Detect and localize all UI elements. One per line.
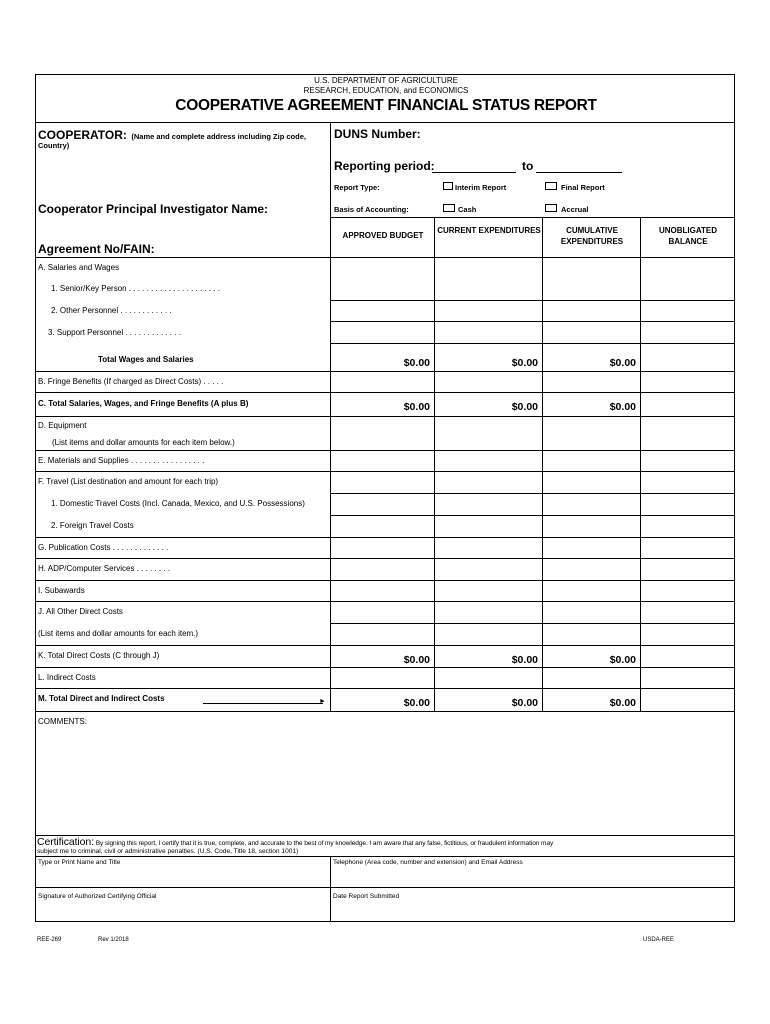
total-k-current: $0.00	[511, 654, 538, 666]
accrual-checkbox[interactable]	[545, 204, 557, 212]
signature-field[interactable]	[38, 903, 328, 919]
unobligated-balance-header: UNOBLIGATED BALANCE	[658, 226, 718, 246]
row-f-label: F. Travel (List destination and amount for each trip)	[38, 477, 219, 486]
row-line	[36, 450, 734, 451]
reporting-period-label: Reporting period:	[334, 159, 435, 173]
reporting-period-start-field[interactable]	[432, 172, 516, 173]
total-k-approved: $0.00	[403, 654, 430, 666]
cash-label: Cash	[458, 205, 477, 214]
pi-label: Cooperator Principal Investigator Name:	[38, 202, 269, 216]
row-line	[36, 371, 734, 372]
cooperator-label-row	[38, 126, 306, 144]
final-report-checkbox[interactable]	[545, 182, 557, 190]
agency-line-2: RESEARCH, EDUCATION, and ECONOMICS	[303, 86, 469, 95]
date-submitted-label: Date Report Submitted	[333, 893, 400, 900]
comments-label: COMMENTS:	[38, 717, 87, 726]
row-line	[330, 623, 734, 624]
form-revision: Rev 1/2018	[98, 937, 129, 943]
row-a1-label: 1. Senior/Key Person . . . . . . . . . . . . . . . . . . . . .	[51, 284, 220, 293]
total-c-approved: $0.00	[403, 401, 430, 413]
financial-status-report-form	[35, 74, 735, 922]
row-a2-label: 2. Other Personnel . . . . . . . . . . . .	[51, 306, 172, 315]
column-header-top-line	[330, 217, 734, 218]
signature-top-line	[36, 856, 734, 857]
col-divider-2	[434, 217, 435, 711]
form-id: REE-269	[37, 937, 62, 943]
cooperator-note: (Name and complete address including Zip code,	[131, 132, 306, 141]
col-divider-4	[640, 217, 641, 711]
row-line	[36, 688, 734, 689]
row-line	[36, 711, 734, 712]
final-report-label: Final Report	[561, 183, 605, 192]
interim-report-checkbox[interactable]	[443, 182, 453, 190]
total-c-current: $0.00	[511, 401, 538, 413]
row-line	[36, 580, 734, 581]
row-l-label: L. Indirect Costs	[38, 673, 96, 682]
row-line	[36, 667, 734, 668]
reporting-period-end-field[interactable]	[536, 172, 622, 173]
signature-vertical-divider	[330, 856, 331, 922]
row-d-label: D. Equipment	[38, 421, 87, 430]
certification-text-1: By signing this report, I certify that it is true, complete, and accurate to the best of my knowledge. I am aware that any false, fictitious, or fraudulent information may	[93, 840, 554, 847]
row-line	[330, 343, 734, 344]
agency-line-1: U.S. DEPARTMENT OF AGRICULTURE	[314, 76, 458, 85]
approved-budget-header: APPROVED BUDGET	[342, 231, 424, 240]
signature-mid-line	[36, 887, 734, 888]
row-line	[330, 493, 734, 494]
row-line	[36, 416, 734, 417]
total-wages-cumulative: $0.00	[609, 357, 636, 369]
row-f2-label: 2. Foreign Travel Costs	[51, 521, 134, 530]
row-j-note: (List items and dollar amounts for each item.)	[38, 629, 199, 638]
row-i-label: I. Subawards	[38, 586, 85, 595]
row-m-arrow-line	[203, 703, 323, 704]
certification-text-2: subject me to criminal, civil or administrative penalties. (U.S. Code, Title 18, section 1001)	[37, 848, 299, 855]
total-c-cumulative: $0.00	[609, 401, 636, 413]
row-e-label: E. Materials and Supplies . . . . . . . . . . . . . . . . .	[38, 456, 205, 465]
row-b-label: B. Fringe Benefits (If charged as Direct Costs) . . . . .	[38, 377, 224, 386]
arrow-right-icon: ►	[319, 698, 326, 705]
total-k-cumulative: $0.00	[609, 654, 636, 666]
certification-label: Certification:	[37, 836, 94, 848]
row-h-label: H. ADP/Computer Services . . . . . . . .	[38, 564, 171, 573]
header-divider	[36, 122, 734, 123]
comments-field[interactable]	[38, 729, 732, 833]
row-line	[36, 601, 734, 602]
cash-checkbox[interactable]	[443, 204, 455, 212]
row-j-label: J. All Other Direct Costs	[38, 607, 123, 616]
row-d-note: (List items and dollar amounts for each item below.)	[52, 438, 235, 447]
name-title-field[interactable]	[38, 869, 328, 885]
col-divider-1	[330, 217, 331, 711]
name-title-label: Type or Print Name and Title	[38, 859, 121, 866]
total-m-cumulative: $0.00	[609, 697, 636, 709]
row-line	[36, 645, 734, 646]
row-a-label: A. Salaries and Wages	[38, 263, 120, 272]
row-f1-label: 1. Domestic Travel Costs (Incl. Canada, Mexico, and U.S. Possessions)	[51, 499, 305, 508]
total-wages-label: Total Wages and Salaries	[98, 355, 194, 364]
signature-label: Signature of Authorized Certifying Official	[38, 893, 157, 900]
row-a3-label: 3. Support Personnel . . . . . . . . . . . . .	[48, 328, 181, 337]
cooperator-note-2: Country)	[38, 141, 70, 150]
page-title: COOPERATIVE AGREEMENT FINANCIAL STATUS REPORT	[175, 97, 597, 114]
date-submitted-field[interactable]	[333, 903, 731, 919]
row-line	[36, 471, 734, 472]
telephone-field[interactable]	[333, 869, 731, 885]
total-m-current: $0.00	[511, 697, 538, 709]
row-m-label: M. Total Direct and Indirect Costs	[38, 694, 165, 703]
agreement-label: Agreement No/FAIN:	[38, 242, 155, 256]
row-c-label: C. Total Salaries, Wages, and Fringe Benefits (A plus B)	[38, 399, 249, 408]
row-line	[330, 321, 734, 322]
row-line	[36, 257, 734, 258]
total-m-approved: $0.00	[403, 697, 430, 709]
row-line	[36, 537, 734, 538]
row-g-label: G. Publication Costs . . . . . . . . . . . . .	[38, 543, 169, 552]
row-k-label: K. Total Direct Costs (C through J)	[38, 651, 160, 660]
cooperator-label: COOPERATOR:	[38, 128, 127, 142]
total-wages-current: $0.00	[511, 357, 538, 369]
current-expenditures-header: CURRENT EXPENDITURES	[437, 226, 541, 235]
total-wages-approved: $0.00	[403, 357, 430, 369]
interim-report-label: Interim Report	[455, 183, 507, 192]
cumulative-expenditures-header: CUMULATIVE EXPENDITURES	[560, 226, 624, 246]
duns-label: DUNS Number:	[334, 127, 421, 141]
accrual-label: Accrual	[561, 205, 589, 214]
basis-label: Basis of Accounting:	[334, 205, 409, 214]
certification-line-1	[37, 836, 553, 848]
row-line	[330, 300, 734, 301]
row-line	[36, 558, 734, 559]
col-divider-3	[542, 217, 543, 711]
row-line	[330, 515, 734, 516]
row-line	[36, 392, 734, 393]
telephone-label: Telephone (Area code, number and extension) and Email Address	[333, 859, 523, 866]
reporting-period-to: to	[522, 159, 534, 173]
report-type-label: Report Type:	[334, 183, 380, 192]
footer-agency: USDA-REE	[643, 937, 675, 943]
